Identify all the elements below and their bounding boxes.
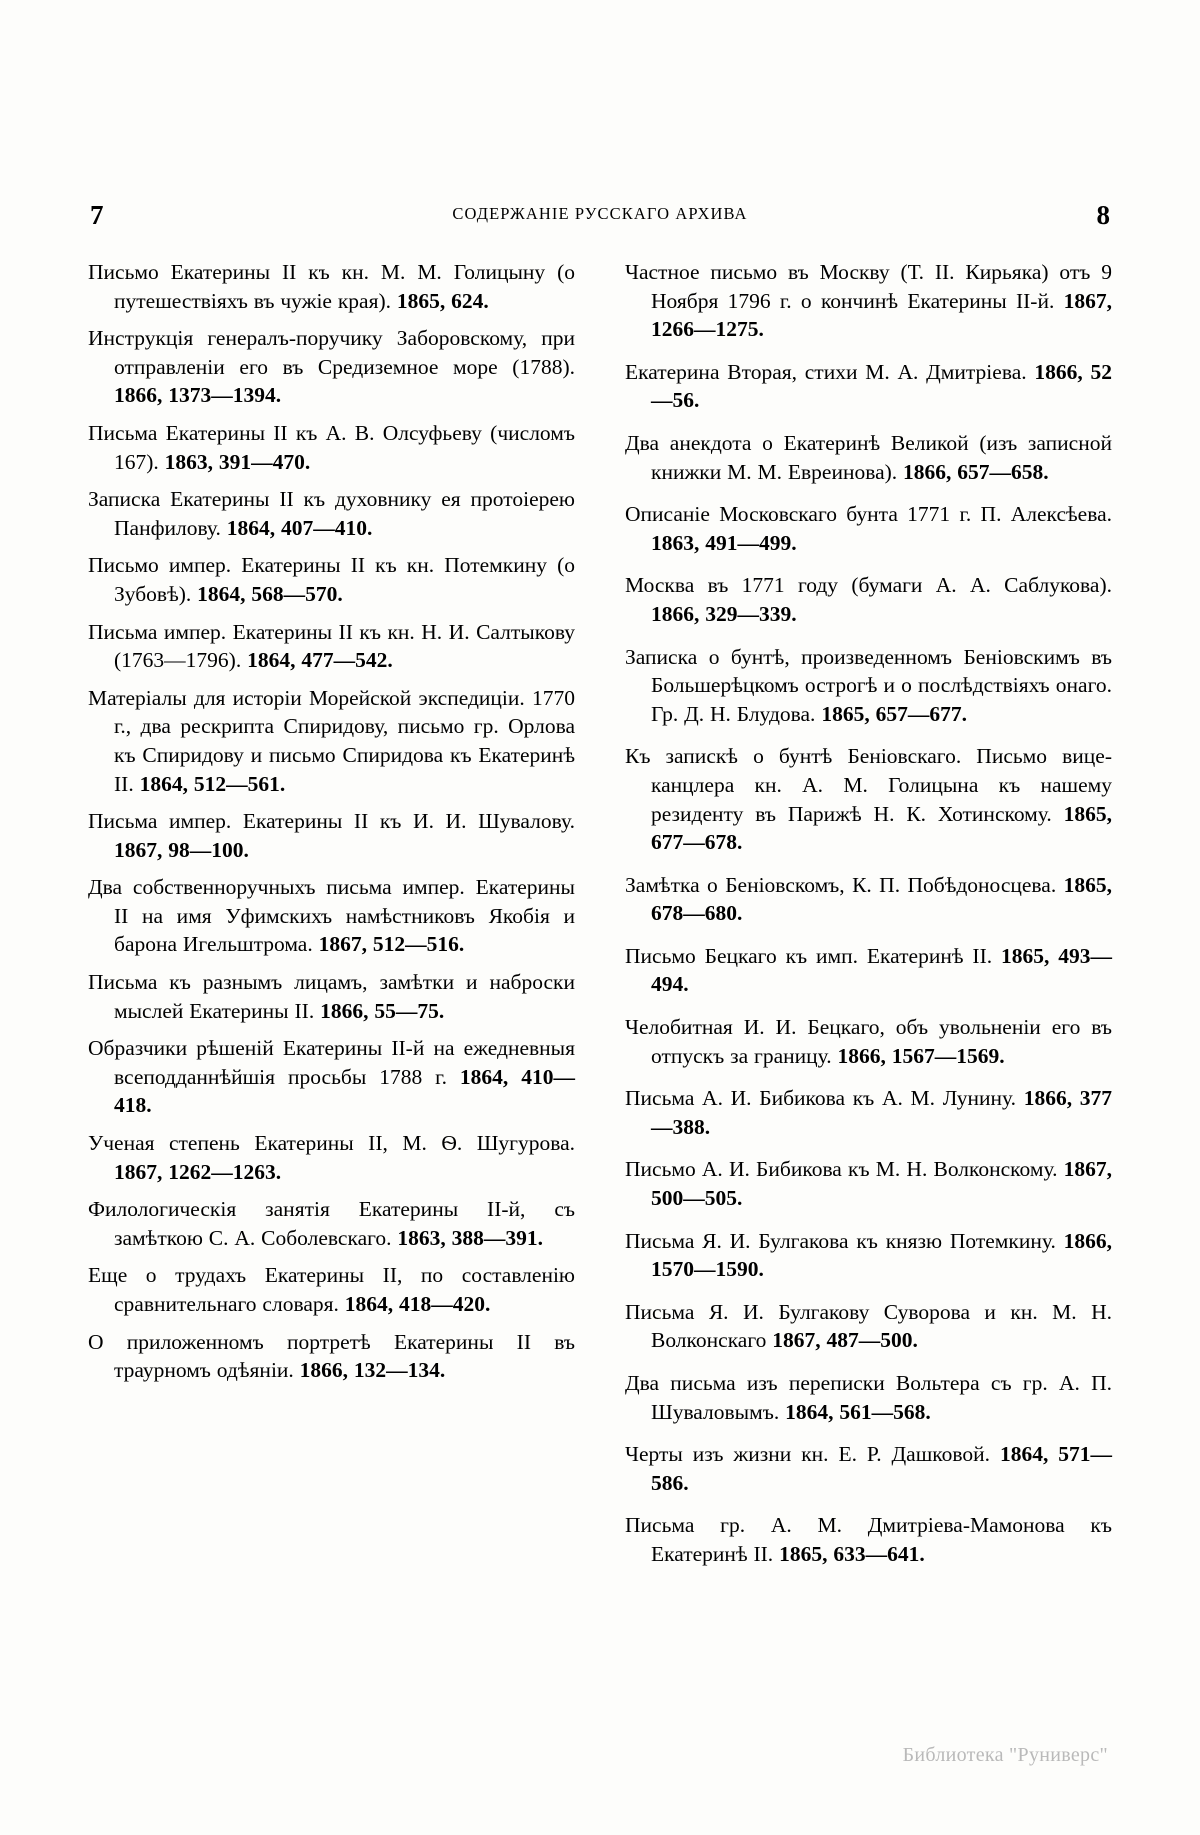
index-entry: Замѣтка о Беніовскомъ, К. П. Побѣдоносцева. 1865, 678—680. [625, 872, 1112, 926]
index-entry: Описаніе Московскаго бунта 1771 г. П. Алексѣева. 1863, 491—499. [625, 502, 1112, 555]
index-entry: Челобитная И. И. Бецкаго, объ увольненіи его въ отпускъ за границу. 1866, 1567—1569. [625, 1015, 1112, 1068]
running-title: СОДЕРЖАНІЕ РУССКАГО АРХИВА [452, 204, 748, 223]
index-entry: Къ запискѣ о бунтѣ Беніовскаго. Письмо вице-канцлера кн. А. М. Голицына къ нашему резиденту въ Парижѣ Н. К. Хотинскому. 1865, 677—678. [625, 744, 1112, 855]
index-entry: Два собственноручныхъ письма импер. Екатерины II на имя Уфимскихъ намѣстниковъ Якобія и барона Игельштрома. 1867, 512—516. [88, 875, 575, 957]
index-entry: Частное письмо въ Москву (Т. II. Кирьяка) отъ 9 Ноября 1796 г. о кончинѣ Екатерины II-й. 1867, 1266—1275. [625, 260, 1112, 342]
index-entry: Два анекдота о Екатеринѣ Великой (изъ записной книжки М. М. Евреинова). 1866, 657—658. [625, 430, 1112, 484]
page-header [90, 200, 1110, 230]
index-entry: Филологическія занятія Екатерины II-й, съ замѣткою С. А. Соболевскаго. 1863, 388—391. [88, 1197, 575, 1250]
index-entry: Письма импер. Екатерины II къ кн. Н. И. Салтыкову (1763—1796). 1864, 477—542. [88, 619, 575, 673]
folio-number-right: 8 [1096, 200, 1110, 230]
index-entry: Письма Екатерины II къ А. В. Олсуфьеву (числомъ 167). 1863, 391—470. [88, 420, 575, 474]
index-entry: Инструкція генералъ-поручику Заборовскому, при отправленіи его въ Средиземное море (1788). 1866, 1373—1394. [88, 326, 575, 408]
index-entry: О приложенномъ портретѣ Екатерины II въ траурномъ одѣяніи. 1866, 132—134. [88, 1329, 575, 1383]
column-left [88, 258, 575, 1583]
index-entry: Письмо А. И. Бибикова къ М. Н. Волконскому. 1867, 500—505. [625, 1157, 1112, 1211]
index-entry: Екатерина Вторая, стихи М. А. Дмитріева. 1866, 52—56. [625, 359, 1113, 413]
index-entry: Еще о трудахъ Екатерины II, по составленію сравнительнаго словаря. 1864, 418—420. [88, 1263, 575, 1316]
content-columns [88, 258, 1112, 1583]
index-entry: Письмо Бецкаго къ имп. Екатеринѣ II. 1865, 493—494. [625, 943, 1112, 997]
index-entry: Матеріалы для исторіи Морейской экспедиціи. 1770 г., два рескрипта Спиридову, письмо гр. Орлова къ Спиридову и письмо Спиридова къ Екатеринѣ II. 1864, 512—561. [88, 685, 575, 796]
index-entry: Записка о бунтѣ, произведенномъ Беніовскимъ въ Большерѣцкомъ острогѣ и о послѣдствіяхъ онаго. Гр. Д. Н. Блудова. 1865, 657—677. [625, 644, 1112, 726]
index-entry: Черты изъ жизни кн. Е. Р. Дашковой. 1864, 571—586. [625, 1442, 1113, 1495]
folio-number-left: 7 [90, 200, 104, 230]
index-entry: Письма импер. Екатерины II къ И. И. Шувалову. 1867, 98—100. [88, 809, 575, 862]
library-watermark: Библиотека "Руниверс" [902, 1744, 1108, 1766]
index-entry: Образчики рѣшеній Екатерины II-й на ежедневныя всеподданнѣйшія просьбы 1788 г. 1864, 410—418. [88, 1036, 576, 1118]
index-entry: Письма къ разнымъ лицамъ, замѣтки и наброски мыслей Екатерины II. 1866, 55—75. [88, 970, 575, 1023]
index-entry: Письма Я. И. Булгакову Суворова и кн. М. Н. Волконскаго 1867, 487—500. [625, 1299, 1112, 1353]
index-entry: Москва въ 1771 году (бумаги А. А. Саблукова). 1866, 329—339. [625, 573, 1112, 626]
index-entry: Ученая степень Екатерины II, М. Ѳ. Шугурова. 1867, 1262—1263. [88, 1131, 575, 1184]
index-entry: Письмо Екатерины II къ кн. М. М. Голицыну (о путешествіяхъ въ чужіе края). 1865, 624. [88, 260, 575, 313]
index-entry: Письмо импер. Екатерины II къ кн. Потемкину (о Зубовѣ). 1864, 568—570. [88, 553, 575, 606]
index-entry: Письма гр. А. М. Дмитріева-Мамонова къ Екатеринѣ II. 1865, 633—641. [625, 1513, 1112, 1566]
index-entry: Письма А. И. Бибикова къ А. М. Лунину. 1866, 377—388. [625, 1086, 1112, 1139]
index-entry: Два письма изъ переписки Вольтера съ гр. А. П. Шуваловымъ. 1864, 561—568. [625, 1371, 1112, 1424]
index-entry: Записка Екатерины II къ духовнику ея протоіерею Панфилову. 1864, 407—410. [88, 487, 575, 540]
index-entry: Письма Я. И. Булгакова къ князю Потемкину. 1866, 1570—1590. [625, 1228, 1112, 1282]
column-right [625, 258, 1112, 1583]
